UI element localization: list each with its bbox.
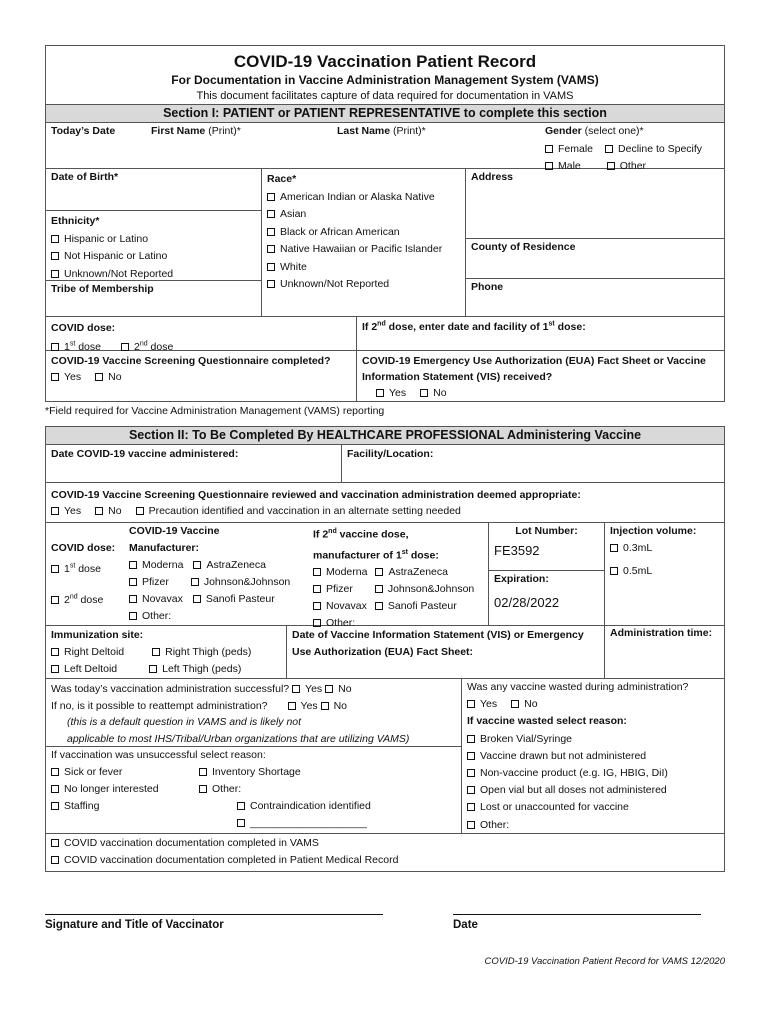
reason-inventory-checkbox[interactable] — [199, 768, 207, 776]
volume-03-label: 0.3mL — [623, 542, 653, 554]
manufacturer-field — [124, 523, 308, 625]
vaccine-wasted-field — [461, 679, 724, 833]
reason-blank-checkbox[interactable] — [237, 819, 245, 827]
screening-yes-label: Yes — [64, 371, 82, 383]
second-dose-label: If 2nd dose, enter date and facility of 1st dose: — [362, 320, 586, 333]
success-yes-checkbox[interactable] — [292, 685, 300, 693]
screening-completed-field — [46, 351, 356, 401]
eua-yes-label: Yes — [389, 387, 407, 399]
wasted-yes-checkbox[interactable] — [467, 700, 475, 708]
default-note-line-1: (this is a default question in VAMS and is likely not — [67, 716, 302, 728]
race-black-checkbox[interactable] — [267, 228, 275, 236]
prev-mfr-moderna-label: Moderna — [326, 566, 368, 578]
reason-other-label: Other: — [212, 783, 242, 795]
wasted-drawn-label: Vaccine drawn but not administered — [480, 749, 647, 762]
site-right-deltoid-label: Right Deltoid — [64, 646, 125, 658]
dose-1st-label: 1st dose — [64, 340, 101, 353]
success-yes-label: Yes — [305, 683, 323, 695]
dose-1st-checkbox[interactable] — [51, 343, 59, 351]
gender-hint: (select one)* — [581, 125, 644, 137]
facility-field[interactable] — [341, 445, 724, 482]
screening-completed-label: COVID-19 Vaccine Screening Questionnaire completed? — [51, 355, 331, 367]
expiration-label: Expiration: — [494, 573, 549, 585]
last-name-field[interactable] — [332, 123, 540, 168]
unsuccessful-reason-field — [46, 747, 461, 834]
if-2nd-title-1: If 2nd vaccine dose, — [313, 528, 409, 541]
manufacturer-title-1: COVID-19 Vaccine — [129, 525, 220, 537]
gender-other-label: Other — [619, 160, 647, 172]
eua-yes-checkbox[interactable] — [376, 389, 384, 397]
wasted-nonvaccine-label: Non-vaccine product (e.g. IG, HBIG, DiI) — [480, 767, 668, 780]
lot-number-label: Lot Number: — [515, 525, 578, 537]
mfr-novavax-label: Novavax — [142, 593, 183, 605]
reason-sick-checkbox[interactable] — [51, 768, 59, 776]
section-1-heading: Section I: PATIENT or PATIENT REPRESENTATIVE to complete this section — [46, 104, 724, 123]
screening-no-label: No — [108, 371, 122, 383]
dob-field[interactable] — [46, 169, 261, 211]
prev-mfr-jj-checkbox[interactable] — [375, 585, 383, 593]
site-right-thigh-label: Right Thigh (peds) — [165, 646, 252, 658]
reason-not-interested-label: No longer interested — [64, 783, 159, 795]
race-american-indian-checkbox[interactable] — [267, 193, 275, 201]
county-label: County of Residence — [471, 241, 576, 253]
site-left-thigh-checkbox[interactable] — [149, 665, 157, 673]
wasted-lost-checkbox[interactable] — [467, 803, 475, 811]
prev-mfr-pfizer-label: Pfizer — [326, 583, 353, 595]
screening-no-checkbox[interactable] — [95, 373, 103, 381]
wasted-other-checkbox[interactable] — [467, 821, 475, 829]
unsuccessful-reason-label: If vaccination was unsuccessful select reason: — [51, 749, 266, 761]
reason-staffing-label: Staffing — [64, 800, 100, 812]
reason-contraindication-label: Contraindication identified — [250, 800, 371, 812]
signature-area — [45, 914, 725, 984]
signature-line[interactable] — [45, 914, 383, 915]
ethnicity-not-hispanic-label: Not Hispanic or Latino — [64, 250, 168, 262]
race-white-checkbox[interactable] — [267, 263, 275, 271]
footer-text: COVID-19 Vaccination Patient Record for VAMS 12/2020 — [484, 956, 725, 967]
wasted-nonvaccine-checkbox[interactable] — [467, 769, 475, 777]
wasted-broken-checkbox[interactable] — [467, 735, 475, 743]
expiration-value: 02/28/2022 — [494, 595, 560, 610]
site-right-thigh-checkbox[interactable] — [152, 648, 160, 656]
reattempt-yes-label: Yes — [300, 699, 318, 712]
prev-mfr-sanofi-label: Sanofi Pasteur — [387, 600, 457, 612]
wasted-drawn-checkbox[interactable] — [467, 752, 475, 760]
mfr-sanofi-label: Sanofi Pasteur — [205, 593, 275, 605]
section-1-box — [45, 45, 725, 402]
success-no-label: No — [338, 683, 352, 695]
admin-dose-2nd-checkbox[interactable] — [51, 596, 59, 604]
prev-mfr-other-label: Other: — [326, 617, 356, 629]
volume-05-label: 0.5mL — [623, 565, 653, 577]
ethnicity-label: Ethnicity* — [51, 215, 100, 227]
reason-contraindication-checkbox[interactable] — [237, 802, 245, 810]
facility-label: Facility/Location: — [347, 448, 434, 460]
doc-vams-label: COVID vaccination documentation completed in VAMS — [64, 837, 319, 849]
ethnicity-unknown-label: Unknown/Not Reported — [64, 267, 174, 280]
race-unknown-label: Unknown/Not Reported — [280, 278, 390, 290]
dob-label: Date of Birth* — [51, 171, 119, 183]
prev-mfr-sanofi-checkbox[interactable] — [375, 602, 383, 610]
reason-not-interested-checkbox[interactable] — [51, 785, 59, 793]
precaution-label: Precaution identified and vaccination in an alternate setting needed — [148, 505, 461, 517]
first-name-label: First Name — [151, 125, 206, 137]
race-black-label: Black or African American — [280, 225, 400, 238]
eua-received-field — [356, 351, 724, 401]
lot-number-field[interactable] — [489, 523, 604, 571]
wasted-yes-label: Yes — [480, 698, 498, 711]
success-question: Was today’s vaccination administration successful? — [51, 683, 290, 695]
signature-label: Signature and Title of Vaccinator — [45, 919, 224, 931]
prev-mfr-astrazeneca-checkbox[interactable] — [375, 568, 383, 576]
ethnicity-unknown-checkbox[interactable] — [51, 270, 59, 278]
admin-time-label: Administration time: — [610, 627, 713, 639]
race-american-indian-label: American Indian or Alaska Native — [280, 190, 435, 203]
prev-mfr-pfizer-checkbox[interactable] — [313, 585, 321, 593]
mfr-jj-label: Johnson&Johnson — [203, 576, 291, 588]
volume-05-checkbox[interactable] — [610, 567, 618, 575]
screening-yes-checkbox[interactable] — [51, 373, 59, 381]
default-note-line-2: applicable to most IHS/Tribal/Urban organizations that are utilizing VAMS) — [67, 732, 410, 745]
ethnicity-not-hispanic-checkbox[interactable] — [51, 252, 59, 260]
prev-mfr-novavax-label: Novavax — [326, 600, 367, 612]
race-unknown-checkbox[interactable] — [267, 280, 275, 288]
immunization-site-label: Immunization site: — [51, 629, 144, 641]
site-right-deltoid-checkbox[interactable] — [51, 648, 59, 656]
admin-dose-field — [46, 523, 124, 625]
wasted-no-checkbox[interactable] — [511, 700, 519, 708]
ethnicity-hispanic-checkbox[interactable] — [51, 235, 59, 243]
wasted-question: Was any vaccine wasted during administration? — [467, 681, 689, 693]
mfr-other-label: Other: — [142, 610, 172, 622]
site-left-thigh-label: Left Thigh (peds) — [162, 663, 242, 675]
doc-record-label: COVID vaccination documentation completed in Patient Medical Record — [64, 854, 399, 866]
expiration-field[interactable] — [489, 571, 604, 625]
phone-field[interactable] — [466, 279, 724, 316]
reviewed-yes-label: Yes — [64, 505, 82, 517]
mfr-jj-checkbox[interactable] — [191, 578, 199, 586]
address-field[interactable] — [466, 169, 724, 239]
gender-field — [540, 123, 724, 172]
patient-record-form — [45, 45, 725, 984]
first-dose-manufacturer-field — [308, 523, 488, 629]
second-dose-facility-field[interactable] — [356, 317, 724, 350]
date-administered-label: Date COVID-19 vaccine administered: — [51, 448, 239, 460]
gender-male-label: Male — [558, 160, 581, 172]
gender-female-checkbox[interactable] — [545, 145, 553, 153]
injection-volume-label: Injection volume: — [610, 525, 697, 537]
screening-reviewed-label: COVID-19 Vaccine Screening Questionnaire reviewed and vaccination administration deemed appropriate: — [51, 489, 581, 501]
reattempt-yes-checkbox[interactable] — [288, 702, 296, 710]
site-left-deltoid-label: Left Deltoid — [64, 663, 118, 675]
gender-decline-checkbox[interactable] — [605, 145, 613, 153]
prev-mfr-astrazeneca-label: AstraZeneca — [388, 566, 448, 578]
if-2nd-title-2: manufacturer of 1st dose: — [313, 548, 439, 561]
wasted-lost-label: Lost or unaccounted for vaccine — [480, 801, 629, 814]
reason-staffing-checkbox[interactable] — [51, 802, 59, 810]
admin-dose-1st-label: 1st dose — [64, 562, 101, 575]
todays-date-field[interactable] — [46, 123, 146, 168]
gender-decline-label: Decline to Specify — [618, 142, 703, 155]
vis-date-label: Date of Vaccine Information Statement (VIS) or Emergency Use Authorization (EUA) Fact Sheet: — [292, 629, 584, 658]
reattempt-no-label: No — [333, 699, 348, 712]
admin-time-field[interactable] — [604, 626, 724, 678]
success-no-checkbox[interactable] — [325, 685, 333, 693]
wasted-no-label: No — [524, 698, 538, 711]
ethnicity-field — [46, 211, 261, 281]
section-2-box — [45, 426, 725, 872]
form-title: COVID-19 Vaccination Patient Record — [233, 52, 537, 71]
reviewed-no-checkbox[interactable] — [95, 507, 103, 515]
volume-03-checkbox[interactable] — [610, 544, 618, 552]
race-white-label: White — [280, 260, 307, 273]
section-2-heading: Section II: To Be Completed By HEALTHCARE PROFESSIONAL Administering Vaccine — [46, 427, 724, 445]
prev-mfr-moderna-checkbox[interactable] — [313, 568, 321, 576]
county-field[interactable] — [466, 239, 724, 279]
admin-dose-1st-checkbox[interactable] — [51, 565, 59, 573]
race-asian-checkbox[interactable] — [267, 210, 275, 218]
wasted-reason-label: If vaccine wasted select reason: — [467, 715, 627, 728]
site-left-deltoid-checkbox[interactable] — [51, 665, 59, 673]
precaution-checkbox[interactable] — [136, 507, 144, 515]
tribe-label: Tribe of Membership — [51, 283, 154, 295]
reattempt-no-checkbox[interactable] — [321, 702, 329, 710]
admin-dose-2nd-label: 2nd dose — [64, 593, 104, 606]
mfr-sanofi-checkbox[interactable] — [193, 595, 201, 603]
doc-vams-checkbox[interactable] — [51, 839, 59, 847]
doc-record-checkbox[interactable] — [51, 856, 59, 864]
eua-no-checkbox[interactable] — [420, 389, 428, 397]
vis-date-field[interactable] — [286, 626, 604, 678]
covid-dose-label: COVID dose: — [51, 322, 116, 334]
race-pacific-islander-checkbox[interactable] — [267, 245, 275, 253]
date-label: Date — [453, 919, 478, 931]
mfr-moderna-label: Moderna — [142, 559, 184, 571]
dose-2nd-checkbox[interactable] — [121, 343, 129, 351]
ethnicity-hispanic-label: Hispanic or Latino — [64, 232, 149, 245]
todays-date-label: Today’s Date — [51, 125, 116, 137]
reason-other-checkbox[interactable] — [199, 785, 207, 793]
mfr-pfizer-label: Pfizer — [142, 576, 169, 588]
mfr-other-checkbox[interactable] — [129, 612, 137, 620]
prev-mfr-novavax-checkbox[interactable] — [313, 602, 321, 610]
administration-success-field — [46, 679, 461, 747]
tribe-field[interactable] — [46, 281, 261, 316]
reason-inventory-label: Inventory Shortage — [212, 766, 301, 778]
eua-received-label: COVID-19 Emergency Use Authorization (EUA) Fact Sheet or Vaccine Information Statement (VIS) received? — [362, 355, 706, 383]
screening-reviewed-field — [46, 483, 724, 523]
documentation-field — [46, 834, 724, 871]
race-field — [261, 169, 466, 316]
first-name-field[interactable] — [146, 123, 332, 168]
reason-sick-label: Sick or fever — [64, 766, 123, 778]
wasted-open-vial-checkbox[interactable] — [467, 786, 475, 794]
manufacturer-title-2: Manufacturer: — [129, 542, 200, 554]
date-administered-field[interactable] — [46, 445, 341, 482]
covid-dose-field — [46, 317, 356, 353]
wasted-open-vial-label: Open vial but all doses not administered — [480, 784, 667, 797]
address-label: Address — [471, 171, 514, 183]
mfr-novavax-checkbox[interactable] — [129, 595, 137, 603]
reattempt-question: If no, is it possible to reattempt administration? — [51, 699, 268, 712]
gender-label: Gender — [545, 125, 582, 137]
mfr-pfizer-checkbox[interactable] — [129, 578, 137, 586]
last-name-label: Last Name — [337, 125, 391, 137]
reason-blank-line[interactable]: ____________________ — [250, 817, 367, 829]
admin-dose-label: COVID dose: — [51, 542, 116, 554]
form-description: This document facilitates capture of data required for documentation in VAMS — [196, 90, 574, 102]
wasted-other-label: Other: — [480, 818, 510, 831]
first-name-hint: (Print)* — [205, 125, 241, 137]
immunization-site-field — [46, 626, 286, 678]
race-label: Race* — [267, 173, 297, 185]
prev-mfr-jj-label: Johnson&Johnson — [387, 583, 475, 595]
form-subtitle: For Documentation in Vaccine Administration Management System (VAMS) — [171, 73, 599, 87]
date-line[interactable] — [453, 914, 701, 915]
required-footnote: *Field required for Vaccine Administration Management (VAMS) reporting — [45, 405, 385, 417]
dose-2nd-label: 2nd dose — [133, 340, 174, 353]
mfr-moderna-checkbox[interactable] — [129, 561, 137, 569]
eua-no-label: No — [433, 387, 447, 399]
injection-volume-field — [604, 523, 724, 625]
reviewed-no-label: No — [108, 505, 122, 517]
race-pacific-islander-label: Native Hawaiian or Pacific Islander — [280, 243, 443, 255]
lot-number-value: FE3592 — [494, 543, 540, 558]
gender-female-label: Female — [558, 142, 594, 155]
mfr-astrazeneca-checkbox[interactable] — [193, 561, 201, 569]
reviewed-yes-checkbox[interactable] — [51, 507, 59, 515]
phone-label: Phone — [471, 281, 504, 293]
race-asian-label: Asian — [280, 208, 307, 220]
last-name-hint: (Print)* — [390, 125, 426, 137]
mfr-astrazeneca-label: AstraZeneca — [206, 559, 266, 571]
wasted-broken-label: Broken Vial/Syringe — [480, 732, 573, 745]
